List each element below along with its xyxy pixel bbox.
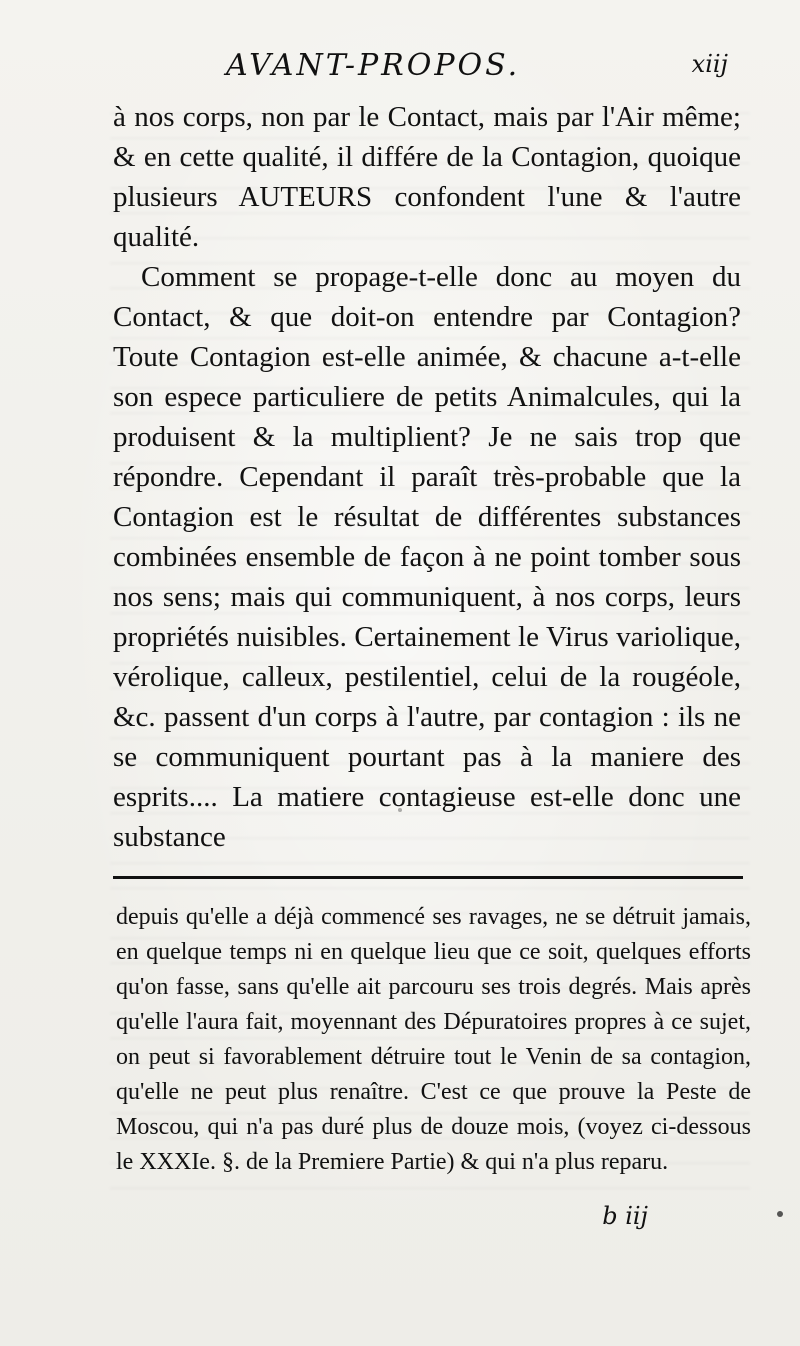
- printer-signature: b iij: [602, 1202, 648, 1230]
- page-number: xiij: [691, 50, 728, 78]
- running-title: AVANT-PROPOS.: [226, 48, 521, 83]
- footnote-divider: [113, 876, 743, 879]
- footnote-text: depuis qu'elle a déjà commencé ses ravages, ne se détruit jamais, en quelque temps ni en quelque lieu que ce soit, quelques efforts qu'on fasse, sans qu'elle ait parcouru ses trois degrés. Mais après qu'elle l'aura fait, moyennant des Dépuratoires propres à ce sujet, on peut si favorablement détruire tout le Venin de sa contagion, qu'elle ne peut plus renaître. C'est ce que prouve la Peste de Moscou, qui n'a pas duré plus de douze mois, (voyez ci-dessous le XXXIe. §. de la Premiere Partie) & qui n'a plus reparu.: [116, 904, 751, 1175]
- ink-speck: [777, 1211, 783, 1217]
- page-header: [0, 48, 800, 88]
- main-paragraph: à nos corps, non par le Contact, mais par l'Air même; & en cette qualité, il différe de la Contagion, quoique plusieurs AUTEURS confondent l'une & l'autre qualité.: [113, 101, 741, 253]
- ink-speck: [398, 808, 402, 812]
- footnote: [116, 900, 751, 1180]
- main-text-block: [113, 97, 741, 857]
- main-paragraph: Comment se propage-t-elle donc au moyen du Contact, & que doit-on entendre par Contagion? Toute Contagion est-elle animée, & chacune a-t-elle son espece particuliere de petits Animalcules, qui la produisent & la multiplient? Je ne sais trop que répondre. Cependant il paraît très-probable que la Contagion est le résultat de différentes substances combinées ensemble de façon à ne point tomber sous nos sens; mais qui communiquent, à nos corps, leurs propriétés nuisibles. Certainement le Virus variolique, vérolique, calleux, pestilentiel, celui de la rougéole, &c. passent d'un corps à l'autre, par contagion : ils ne se communiquent pourtant pas à la maniere des esprits.... La matiere contagieuse est-elle donc une substance: [113, 261, 741, 853]
